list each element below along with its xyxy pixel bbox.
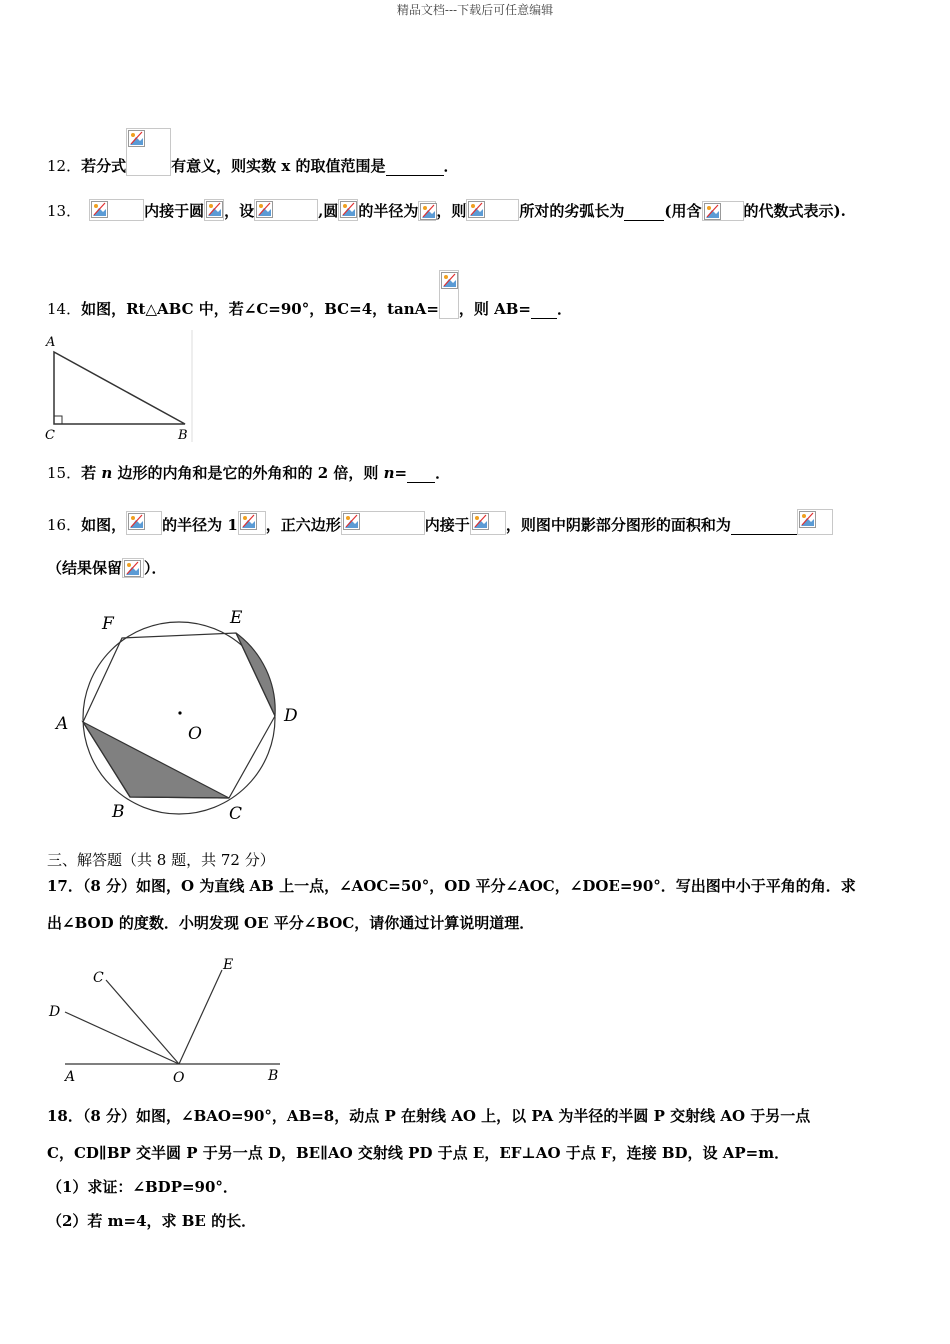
formula-image — [254, 199, 318, 221]
question-15: 15．若 n 边形的内角和是它的外角和的 2 倍，则 n= ． — [47, 464, 451, 482]
label-b: B — [112, 802, 125, 822]
question-18-line2: C，CD∥BP 交半圆 P 于另一点 D，BE∥AO 交射线 PD 于点 E，EF⊥AO 于点 F，连接 BD，设 AP=m． — [47, 1144, 790, 1162]
angles-figure — [40, 950, 290, 1090]
formula-image — [126, 511, 162, 535]
formula-image — [341, 511, 425, 535]
label-o: O — [188, 724, 202, 744]
label-e: E — [230, 608, 243, 628]
label-a: A — [46, 335, 56, 350]
formula-image — [126, 128, 171, 176]
formula-image — [702, 201, 744, 221]
question-16: 16．如图， 的半径为 1 ，正六边形 内接于 ，则图中阴影部分图形的面积和为 — [47, 509, 833, 535]
answer-blank — [407, 468, 435, 483]
answer-blank — [531, 304, 557, 319]
answer-blank — [386, 161, 444, 176]
formula-image — [470, 511, 506, 535]
formula-image — [238, 511, 266, 535]
question-14: 14．如图，Rt△ABC 中，若∠C=90°，BC=4，tanA= ，则 AB= ． — [47, 270, 572, 319]
answer-blank — [624, 206, 664, 221]
right-triangle-figure — [40, 330, 195, 445]
question-16-cont: （结果保留 ）． — [47, 559, 167, 577]
label-a: A — [56, 714, 69, 734]
section-title: 三、解答题（共 8 题，共 72 分） — [47, 851, 275, 869]
question-17-line1: 17．（8 分）如图，O 为直线 AB 上一点，∠AOC=50°，OD 平分∠AOC，∠DOE=90°．写出图中小于平角的角．求 — [47, 877, 856, 895]
label-d: D — [284, 706, 298, 726]
label-c: C — [93, 970, 104, 986]
question-18-part2: （2）若 m=4，求 BE 的长． — [47, 1212, 257, 1230]
formula-image — [89, 199, 144, 221]
question-18-line1: 18．（8 分）如图，∠BAO=90°，AB=8，动点 P 在射线 AO 上，以 PA 为半径的半圆 P 交射线 AO 于另一点 — [47, 1107, 811, 1125]
formula-image — [439, 270, 459, 319]
label-f: F — [102, 614, 114, 634]
question-12: 12．若分式 有意义，则实数 x 的取值范围是 ． — [47, 128, 459, 176]
label-b: B — [178, 428, 188, 443]
formula-image — [122, 558, 144, 578]
formula-image — [797, 509, 833, 535]
formula-image — [204, 199, 224, 221]
page-header: 精品文档---下载后可任意编辑 — [396, 3, 554, 17]
hexagon-in-circle-figure — [40, 595, 320, 830]
answer-blank — [731, 520, 797, 535]
label-d: D — [49, 1004, 61, 1020]
label-o: O — [173, 1070, 185, 1086]
formula-image — [338, 199, 358, 221]
formula-image — [466, 199, 519, 221]
question-18-part1: （1）求证：∠BDP=90°． — [47, 1178, 238, 1196]
question-17-line2: 出∠BOD 的度数．小明发现 OE 平分∠BOC，请你通过计算说明道理． — [47, 914, 535, 932]
label-b: B — [268, 1068, 279, 1084]
question-13: 13． 内接于圆 ，设 ,圆 的半径为 ，则 所对的劣弧长为 (用含 的代数式表示). — [47, 199, 846, 221]
label-a: A — [65, 1069, 76, 1085]
formula-image — [418, 201, 436, 221]
label-c: C — [45, 428, 55, 443]
label-e: E — [223, 957, 234, 973]
label-c: C — [229, 804, 243, 824]
